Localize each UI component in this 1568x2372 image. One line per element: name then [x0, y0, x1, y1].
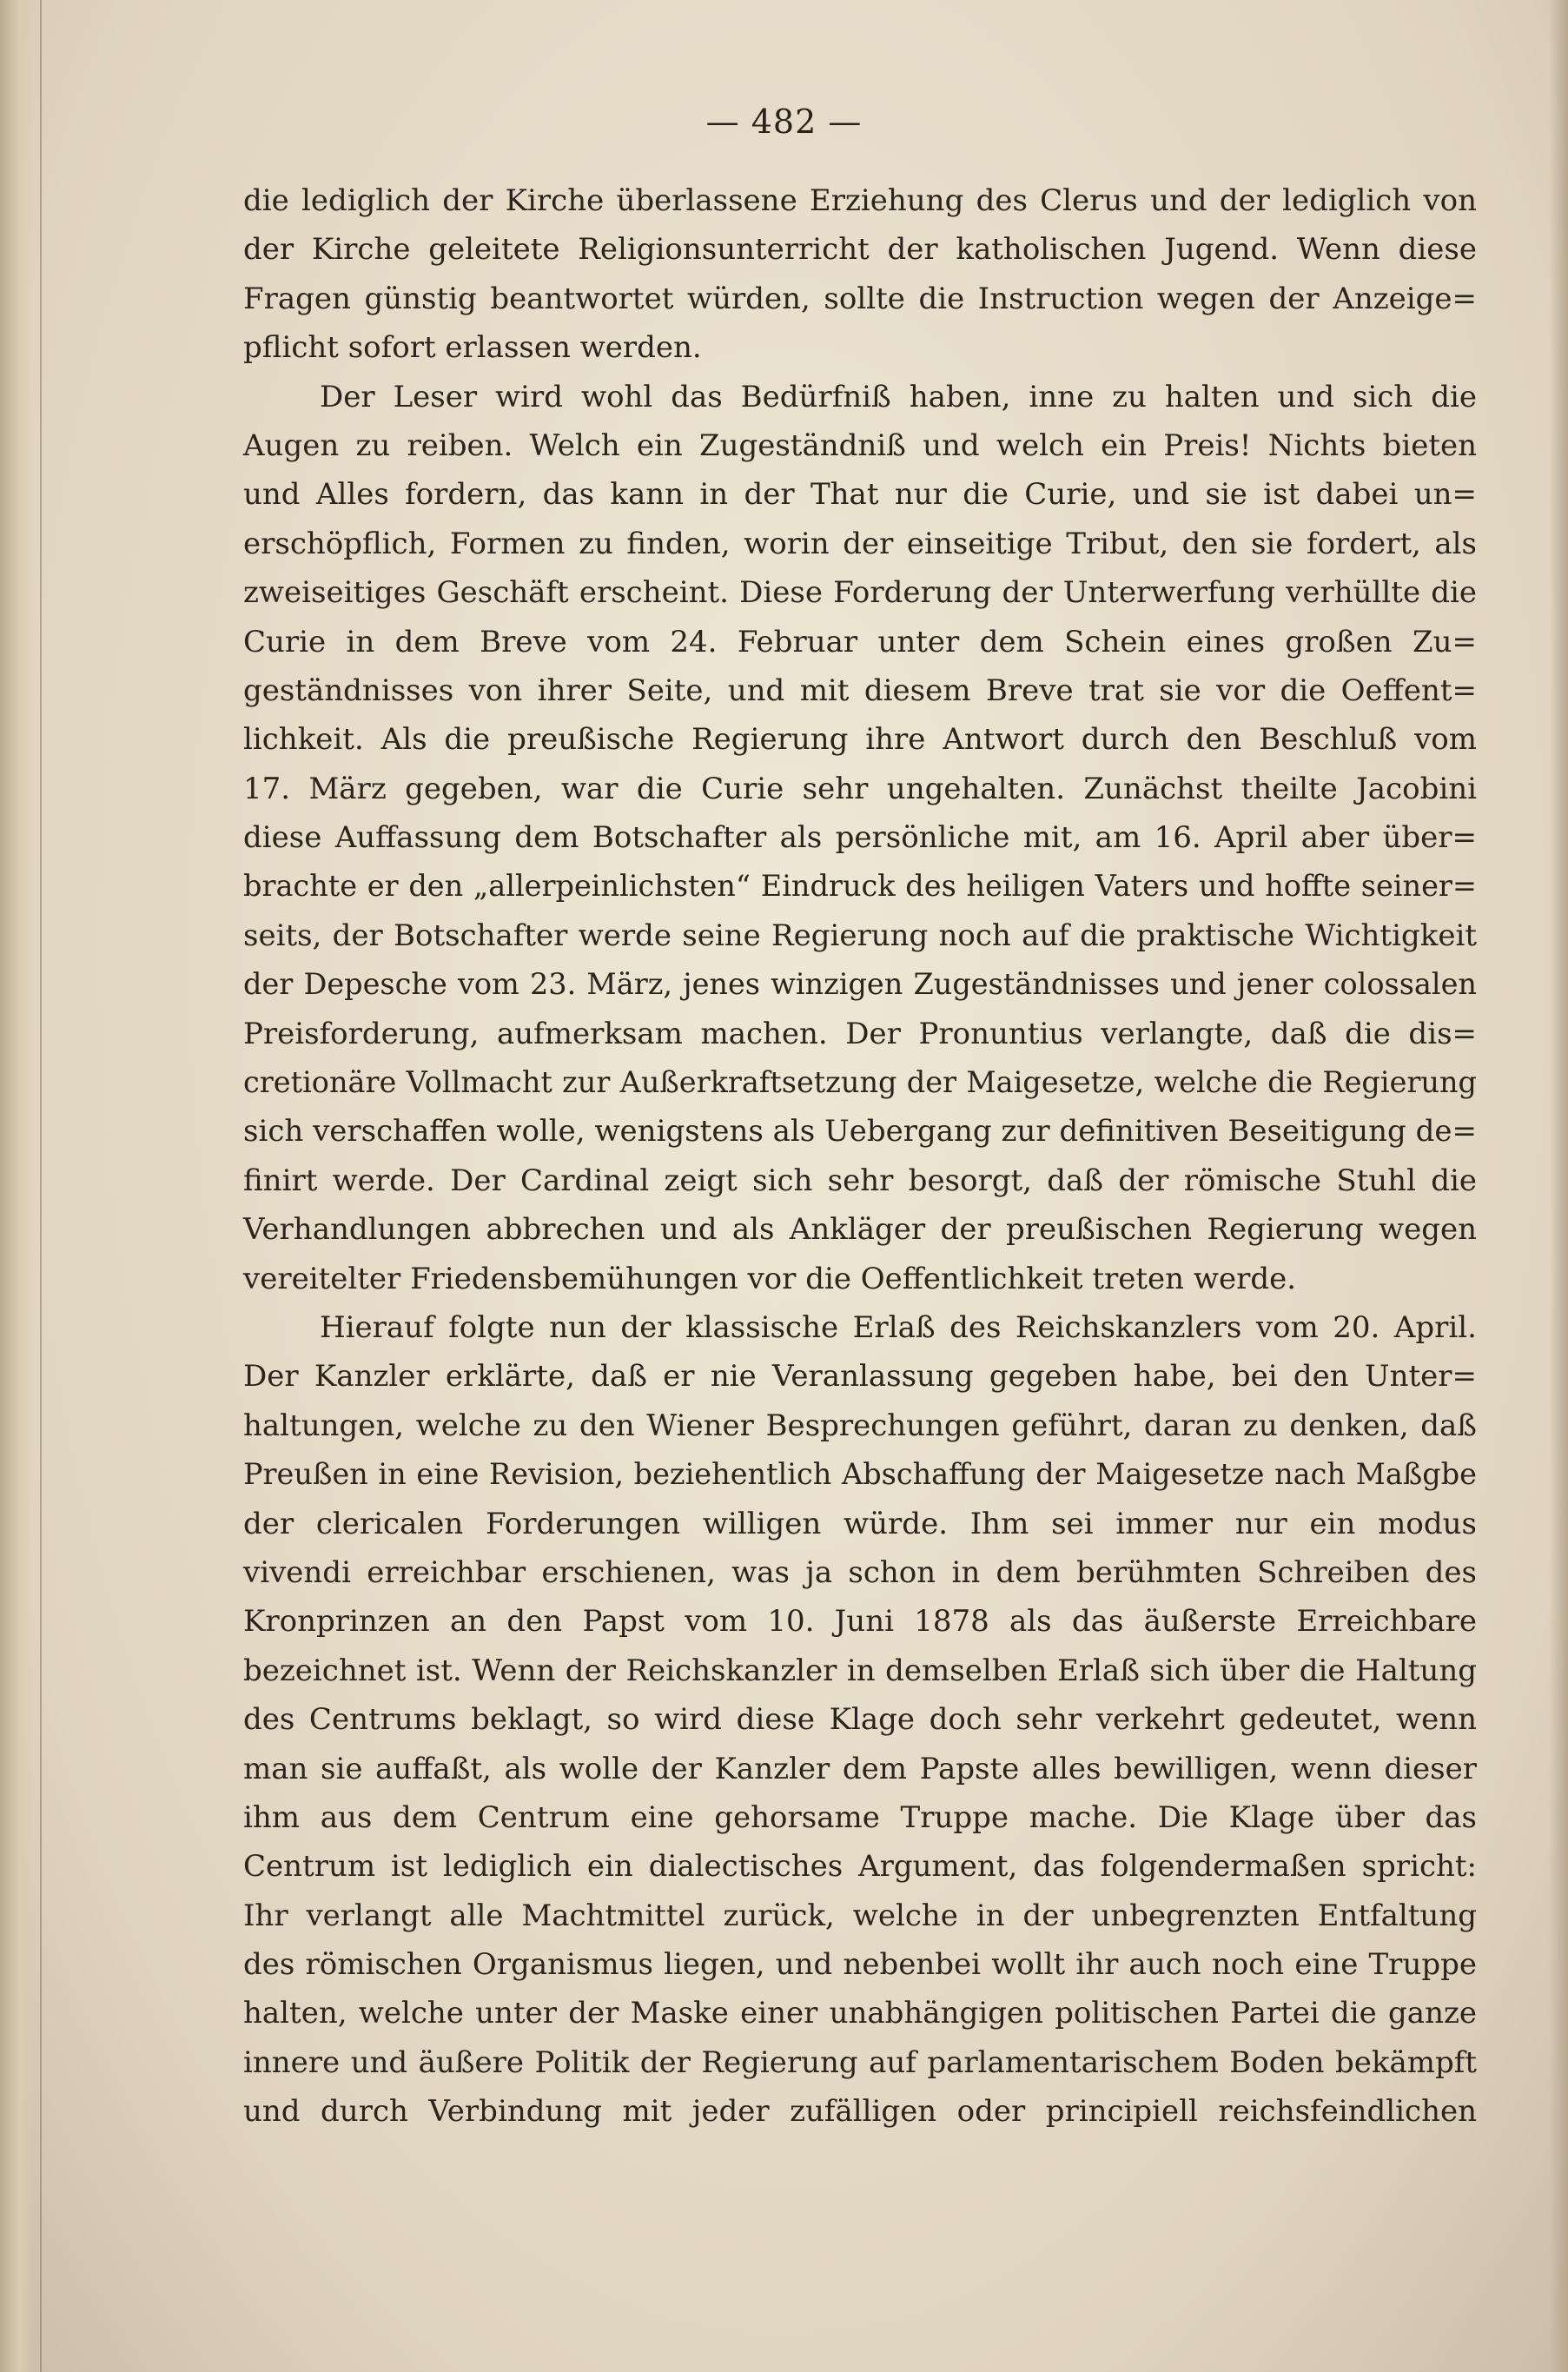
text-line: brachte er den „allerpeinlichsten“ Eindruck des heiligen Vaters und hoffte seiner=	[243, 869, 1477, 904]
text-line: Curie in dem Breve vom 24. Februar unter dem Schein eines großen Zu=	[243, 624, 1477, 659]
text-line: vereitelter Friedensbemühungen vor die Oeffentlichkeit treten werde.	[243, 1261, 1297, 1296]
text-line: lichkeit. Als die preußische Regierung ihre Antwort durch den Beschluß vom	[243, 722, 1477, 758]
text-line: innere und äußere Politik der Regierung auf parlamentarischem Boden bekämpft	[243, 2044, 1477, 2080]
text-line: cretionäre Vollmacht zur Außerkraftsetzung der Maigesetze, welche die Regierung	[243, 1065, 1477, 1100]
text-line: geständnisses von ihrer Seite, und mit diesem Breve trat sie vor die Oeffent=	[243, 673, 1477, 708]
text-line: halten, welche unter der Maske einer unabhängigen politischen Partei die ganze	[243, 1996, 1477, 2031]
text-line: Preußen in eine Revision, beziehentlich Abschaffung der Maigesetze nach Maßgbe	[243, 1457, 1477, 1492]
text-line: und durch Verbindung mit jeder zufälligen oder principiell reichsfeindlichen	[243, 2094, 1477, 2130]
text-line: vivendi erreichbar erschienen, was ja schon in dem berühmten Schreiben des	[243, 1554, 1477, 1590]
text-line: der Depesche vom 23. März, jenes winzigen Zugeständnisses und jener colossalen	[243, 967, 1477, 1002]
binding-line	[40, 0, 42, 2372]
page-left-edge	[0, 0, 33, 2372]
text-line: erschöpflich, Formen zu finden, worin der einseitige Tribut, den sie fordert, als	[243, 526, 1477, 561]
text-line: Centrum ist lediglich ein dialectisches Argument, das folgendermaßen spricht:	[243, 1849, 1477, 1885]
page-number: — 482 —	[705, 103, 863, 141]
text-line: 17. März gegeben, war die Curie sehr ungehalten. Zunächst theilte Jacobini	[243, 771, 1477, 806]
text-line: sich verschaffen wolle, wenigstens als Uebergang zur definitiven Beseitigung de=	[243, 1114, 1477, 1150]
text-line: der Kirche geleitete Religionsunterricht der katholischen Jugend. Wenn diese	[243, 232, 1477, 268]
text-line: und Alles fordern, das kann in der That nur die Curie, und sie ist dabei un=	[243, 477, 1477, 513]
page-right-edge	[1549, 0, 1568, 2372]
text-line: Fragen günstig beantwortet würden, sollte die Instruction wegen der Anzeige=	[243, 281, 1477, 316]
text-line: seits, der Botschafter werde seine Regierung noch auf die praktische Wichtigkeit	[243, 918, 1477, 953]
text-line: ihm aus dem Centrum eine gehorsame Truppe mache. Die Klage über das	[243, 1799, 1477, 1835]
text-line: zweiseitiges Geschäft erscheint. Diese Forderung der Unterwerfung verhüllte die	[243, 575, 1477, 611]
text-line: Der Kanzler erklärte, daß er nie Veranlassung gegeben habe, bei den Unter=	[243, 1359, 1477, 1395]
text-line: finirt werde. Der Cardinal zeigt sich sehr besorgt, daß der römische Stuhl die	[243, 1163, 1477, 1198]
body-text	[243, 176, 1477, 2137]
text-line: man sie auffaßt, als wolle der Kanzler dem Papste alles bewilligen, wenn dieser	[243, 1751, 1477, 1786]
text-line: haltungen, welche zu den Wiener Besprechungen geführt, daran zu denken, daß	[243, 1408, 1477, 1443]
text-line: Preisforderung, aufmerksam machen. Der Pronuntius verlangte, daß die dis=	[243, 1016, 1477, 1051]
text-line: pflicht sofort erlassen werden.	[243, 330, 702, 366]
text-line: des römischen Organismus liegen, und nebenbei wollt ihr auch noch eine Truppe	[243, 1947, 1477, 1983]
text-line: Ihr verlangt alle Machtmittel zurück, welche in der unbegrenzten Entfaltung	[243, 1898, 1477, 1933]
text-line: Kronprinzen an den Papst vom 10. Juni 1878 als das äußerste Erreichbare	[243, 1604, 1477, 1640]
text-line: Augen zu reiben. Welch ein Zugeständniß und welch ein Preis! Nichts bieten	[243, 427, 1477, 463]
text-line: der clericalen Forderungen willigen würde. Ihm sei immer nur ein modus	[243, 1506, 1477, 1541]
text-line: des Centrums beklagt, so wird diese Klage doch sehr verkehrt gedeutet, wenn	[243, 1702, 1477, 1738]
text-line: Hierauf folgte nun der klassische Erlaß des Reichskanzlers vom 20. April.	[320, 1309, 1477, 1345]
text-line: diese Auffassung dem Botschafter als persönliche mit, am 16. April aber über=	[243, 820, 1477, 856]
text-line: bezeichnet ist. Wenn der Reichskanzler in demselben Erlaß sich über die Haltung	[243, 1653, 1477, 1688]
text-line: Der Leser wird wohl das Bedürfniß haben, inne zu halten und sich die	[320, 379, 1477, 414]
text-line: Verhandlungen abbrechen und als Ankläger der preußischen Regierung wegen	[243, 1212, 1477, 1248]
text-line: die lediglich der Kirche überlassene Erziehung des Clerus und der lediglich von	[243, 183, 1477, 218]
